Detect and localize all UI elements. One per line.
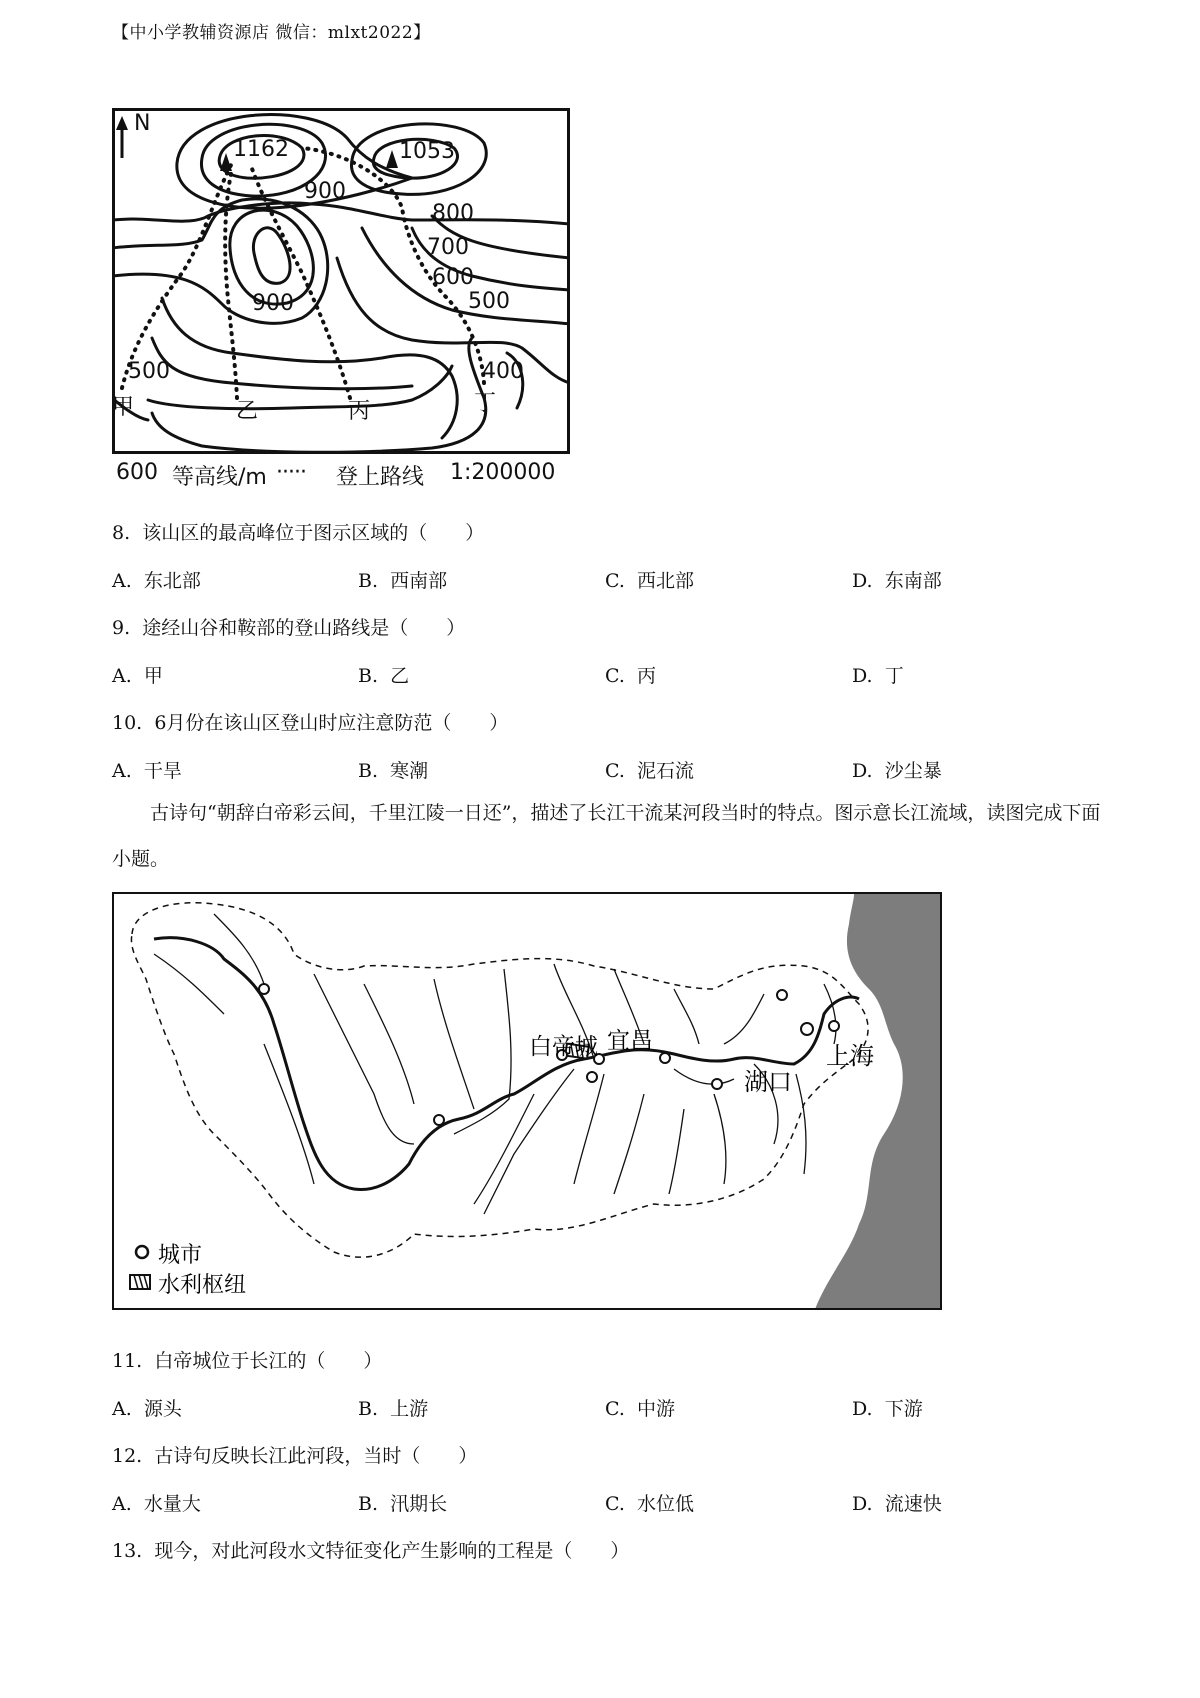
option-11b: B. 上游 <box>358 1398 429 1420</box>
yangtze-basin-map <box>112 892 942 1310</box>
option-10b: B. 寒潮 <box>358 760 429 782</box>
contour-label: 500 <box>468 289 510 314</box>
option-11d: D. 下游 <box>852 1398 923 1420</box>
legend-contour: 等高线/m <box>172 465 267 490</box>
city-marker-icon <box>434 1115 444 1125</box>
tributary <box>364 984 414 1104</box>
label-hukou: 湖口 <box>744 1068 792 1096</box>
option-8b: B. 西南部 <box>358 570 448 592</box>
option-9a: A. 甲 <box>112 665 163 687</box>
north-label: N <box>134 111 151 136</box>
contour-label: 400 <box>482 359 524 384</box>
label-yichang: 宜昌 <box>607 1028 653 1054</box>
label-baidicheng: 白帝城 <box>529 1034 598 1060</box>
legend-dots-icon: ····· <box>276 460 306 485</box>
tributary <box>674 989 699 1044</box>
contour-label: 800 <box>432 201 474 226</box>
city-marker-icon <box>829 1021 839 1031</box>
legend-route: 登上路线 <box>336 465 425 490</box>
peak-label: 1053 <box>399 139 455 164</box>
question-13: 13. 现今，对此河段水文特征变化产生影响的工程是（ ） <box>112 1540 630 1562</box>
tributary <box>484 1069 574 1214</box>
city-marker-icon <box>712 1079 722 1089</box>
yangtze-map-frame <box>112 892 942 1310</box>
tributary <box>714 1094 726 1184</box>
route-label: 甲 <box>112 395 135 420</box>
tributary <box>574 1074 604 1184</box>
option-11a: A. 源头 <box>112 1398 182 1420</box>
tributary <box>669 1109 684 1194</box>
city-marker-icon <box>587 1072 597 1082</box>
tributary <box>614 1094 644 1194</box>
option-8d: D. 东南部 <box>852 570 942 592</box>
option-12a: A. 水量大 <box>112 1493 201 1515</box>
contour-label: 600 <box>432 265 474 290</box>
option-10c: C. 泥石流 <box>605 760 695 782</box>
option-12c: C. 水位低 <box>605 1493 695 1515</box>
option-9b: B. 乙 <box>358 665 410 687</box>
question-8: 8. 该山区的最高峰位于图示区域的（ ） <box>112 522 485 544</box>
tributary <box>434 979 474 1109</box>
option-8c: C. 西北部 <box>605 570 695 592</box>
city-marker-icon <box>777 990 787 1000</box>
tributary <box>214 914 264 984</box>
option-9d: D. 丁 <box>852 665 904 687</box>
contour-label: 900 <box>252 291 294 316</box>
yangtze-map-drawing <box>114 894 942 1310</box>
legend-dam: 水利枢纽 <box>158 1273 247 1298</box>
map-scale: 1:200000 <box>450 460 556 485</box>
legend-city-icon <box>136 1246 148 1258</box>
page-header: 【中小学教辅资源店 微信：mlxt2022】 <box>112 23 431 43</box>
tributary <box>724 994 764 1044</box>
label-shanghai: 上海 <box>826 1042 874 1070</box>
option-10d: D. 沙尘暴 <box>852 760 942 782</box>
contour-map <box>112 108 576 490</box>
sea-area <box>814 894 942 1310</box>
option-8a: A. 东北部 <box>112 570 201 592</box>
question-9: 9. 途经山谷和鞍部的登山路线是（ ） <box>112 617 466 639</box>
route-label: 乙 <box>236 399 259 424</box>
question-12: 12. 古诗句反映长江此河段，当时（ ） <box>112 1445 478 1467</box>
city-marker-icon <box>259 984 269 994</box>
contour-label: 500 <box>128 359 170 384</box>
city-marker-icon <box>801 1023 813 1035</box>
peak-label: 1162 <box>233 137 289 162</box>
option-11c: C. 中游 <box>605 1398 676 1420</box>
reading-passage: 古诗句“朝辞白帝彩云间，千里江陵一日还”，描述了长江干流某河段当时的特点。图示意长江流域，读图完成下面小题。 <box>112 802 1101 870</box>
tributary <box>154 954 224 1014</box>
route-label: 丙 <box>348 399 371 424</box>
contour-map-frame <box>112 108 570 454</box>
option-10a: A. 干旱 <box>112 760 182 782</box>
question-10: 10. 6月份在该山区登山时应注意防范（ ） <box>112 712 509 734</box>
tributary <box>674 1069 734 1084</box>
legend-contour-value: 600 <box>116 460 158 485</box>
tributary <box>264 1044 314 1184</box>
legend-city: 城市 <box>158 1243 203 1268</box>
contour-label: 700 <box>427 235 469 260</box>
route-label: 丁 <box>474 391 497 416</box>
option-9c: C. 丙 <box>605 665 657 687</box>
city-marker-icon <box>660 1053 670 1063</box>
option-12d: D. 流速快 <box>852 1493 942 1515</box>
contour-label: 900 <box>304 179 346 204</box>
option-12b: B. 汛期长 <box>358 1493 448 1515</box>
contour-map-legend <box>116 460 576 488</box>
question-11: 11. 白帝城位于长江的（ ） <box>112 1350 383 1372</box>
